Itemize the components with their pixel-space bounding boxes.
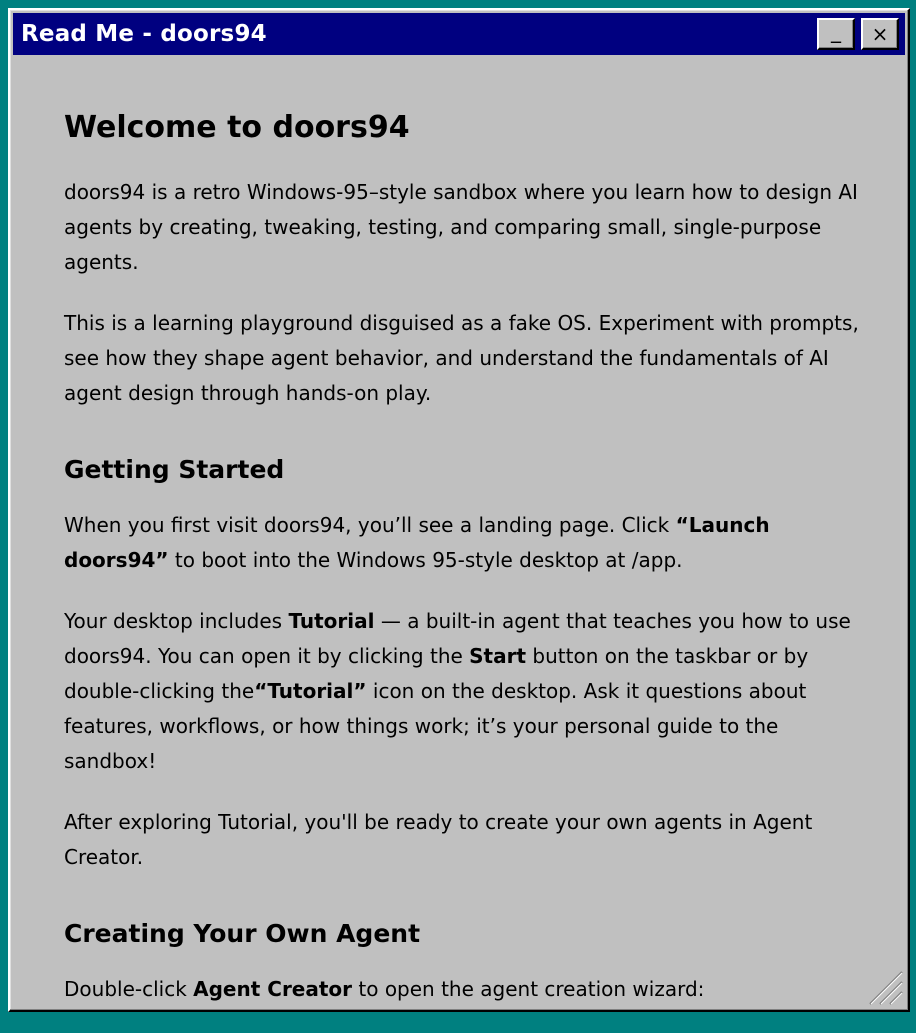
page-title: Welcome to doors94 (64, 110, 410, 145)
tutorial-text: Tutorial (288, 609, 375, 633)
start-text: Start (469, 644, 527, 668)
creating-agent-heading: Creating Your Own Agent (64, 919, 421, 948)
creating-agent-paragraph-1 (64, 972, 864, 1007)
text-span: to boot into the Windows 95-style desktop at /app. (168, 548, 683, 572)
agent-creator-text: Agent Creator (193, 977, 353, 1001)
close-button[interactable] (861, 18, 899, 50)
text-span: button on the taskbar or by double-clicking the (64, 644, 809, 703)
text-span: to open the agent creation wizard: (352, 977, 705, 1001)
getting-started-paragraph-1 (64, 508, 864, 578)
text-span: When you first visit doors94, you’ll see a landing page. Click (64, 513, 676, 537)
intro-paragraph-2: This is a learning playground disguised as a fake OS. Experiment with prompts, see how they shape agent behavior, and understand the fundamentals of AI agent design through hands-on play. (64, 311, 859, 405)
close-icon: × (871, 22, 889, 46)
intro-paragraph-1: doors94 is a retro Windows-95–style sandbox where you learn how to design AI agents by creating, tweaking, testing, and comparing small, single-purpose agents. (64, 180, 858, 274)
text-span: Your desktop includes (64, 609, 289, 633)
tutorial-icon-text: “Tutorial” (254, 679, 367, 703)
resize-grip-icon[interactable] (864, 966, 904, 1006)
getting-started-paragraph-2 (64, 604, 864, 779)
title-bar[interactable] (13, 13, 905, 55)
readme-window (8, 8, 910, 1012)
window-title: Read Me - doors94 (21, 21, 267, 47)
title-buttons (817, 18, 905, 50)
text-span: Double-click (64, 977, 194, 1001)
launch-doors94-text: “Launch doors94” (64, 513, 770, 572)
getting-started-paragraph-3: After exploring Tutorial, you'll be ready to create your own agents in Agent Creator. (64, 810, 813, 869)
text-span: — a built-in agent that teaches you how to use doors94. You can open it by clicking the (64, 609, 851, 668)
text-span: icon on the desktop. Ask it questions about features, workflows, or how things work; it’s your personal guide to the sandbox! (64, 679, 807, 773)
readme-content (64, 110, 864, 1033)
getting-started-heading: Getting Started (64, 455, 285, 484)
minimize-button[interactable] (817, 18, 855, 50)
minimize-icon: _ (831, 19, 841, 43)
